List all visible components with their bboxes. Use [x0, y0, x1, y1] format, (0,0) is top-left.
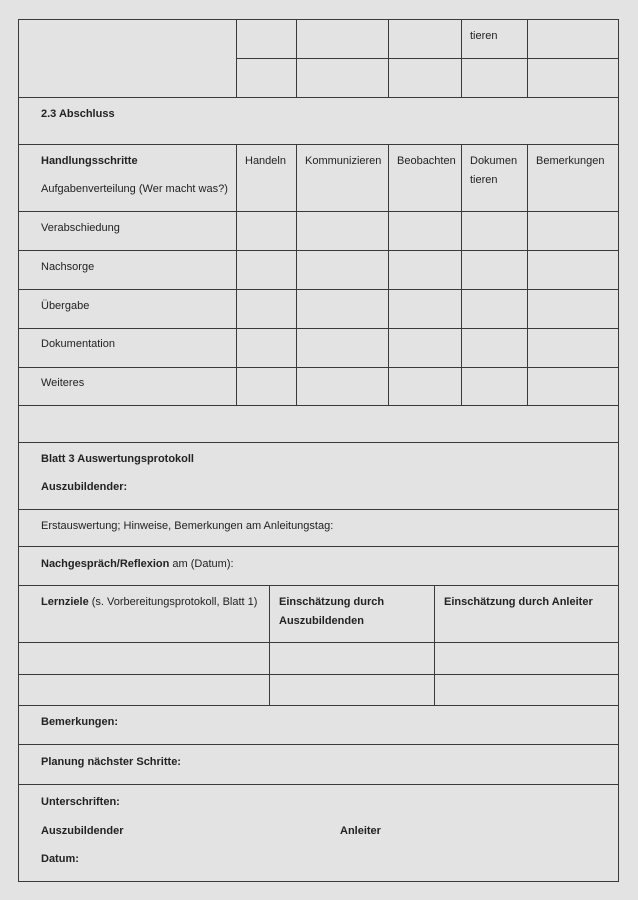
- rule: [296, 19, 297, 97]
- rule: [18, 289, 619, 290]
- bemerkungen-label: Bemerkungen:: [41, 716, 119, 728]
- anleiter-signature-label: Anleiter: [340, 825, 381, 837]
- rule: [18, 144, 619, 145]
- rule: [18, 19, 619, 20]
- nachgespraech-label: [41, 558, 234, 571]
- dokumentieren-tail: tieren: [470, 30, 498, 42]
- rule: [269, 585, 270, 705]
- erstauswertung-label: Erstauswertung; Hinweise, Bemerkungen am Anleitungstag:: [41, 520, 334, 532]
- rule: [18, 250, 619, 251]
- rule: [18, 705, 619, 706]
- blatt3-title: Blatt 3 Auswertungsprotokoll: [41, 453, 194, 465]
- header-kommunizieren: Kommunizieren: [305, 155, 382, 167]
- rule: [236, 58, 619, 59]
- rule: [18, 744, 619, 745]
- lernziele-bold: Lernziele: [41, 596, 89, 608]
- lernziele-header: [41, 596, 257, 609]
- rule: [18, 97, 619, 98]
- rule: [527, 19, 528, 97]
- rule: [18, 509, 619, 510]
- rule: [296, 144, 297, 405]
- rule: [388, 19, 389, 97]
- rule: [434, 585, 435, 705]
- rule: [236, 144, 237, 405]
- rule: [527, 144, 528, 405]
- nachgespraech-rest: am (Datum):: [169, 558, 234, 570]
- rule: [18, 546, 619, 547]
- rule: [461, 144, 462, 405]
- nachgespraech-bold: Nachgespräch/Reflexion: [41, 558, 170, 570]
- rule: [18, 585, 619, 586]
- header-handlungsschritte: Handlungsschritte: [41, 155, 138, 167]
- row-label: Verabschiedung: [41, 222, 120, 234]
- lernziele-rest: (s. Vorbereitungsprotokoll, Blatt 1): [88, 596, 258, 608]
- header-dokumentieren-1: Dokumen: [470, 155, 518, 167]
- datum-label: Datum:: [41, 853, 79, 865]
- header-bemerkungen: Bemerkungen: [536, 155, 605, 167]
- row-label: Weiteres: [41, 377, 85, 389]
- rule: [18, 405, 619, 406]
- row-label: Übergabe: [41, 300, 90, 312]
- section-title: 2.3 Abschluss: [41, 108, 115, 120]
- header-handeln: Handeln: [245, 155, 286, 167]
- rule: [18, 367, 619, 368]
- rule: [388, 144, 389, 405]
- einschaetzung-anleiter: Einschätzung durch Anleiter: [444, 596, 593, 608]
- auszubildender-label: Auszubildender:: [41, 481, 128, 493]
- header-dokumentieren-2: tieren: [470, 174, 498, 186]
- unterschriften-label: Unterschriften:: [41, 796, 120, 808]
- row-label: Dokumentation: [41, 338, 115, 350]
- header-aufgabenverteilung: Aufgabenverteilung (Wer macht was?): [41, 183, 228, 195]
- einschaetzung-azubi-1: Einschätzung durch: [279, 596, 385, 608]
- rule: [18, 442, 619, 443]
- rule: [461, 19, 462, 97]
- row-label: Nachsorge: [41, 261, 95, 273]
- header-beobachten: Beobachten: [397, 155, 456, 167]
- einschaetzung-azubi-2: Auszubildenden: [279, 615, 364, 627]
- rule: [18, 328, 619, 329]
- auszubildender-signature-label: Auszubildender: [41, 825, 124, 837]
- rule: [18, 211, 619, 212]
- rule: [236, 19, 237, 97]
- rule: [18, 642, 619, 643]
- form-frame: [18, 19, 619, 882]
- rule: [18, 674, 619, 675]
- planung-label: Planung nächster Schritte:: [41, 756, 181, 768]
- rule: [18, 784, 619, 785]
